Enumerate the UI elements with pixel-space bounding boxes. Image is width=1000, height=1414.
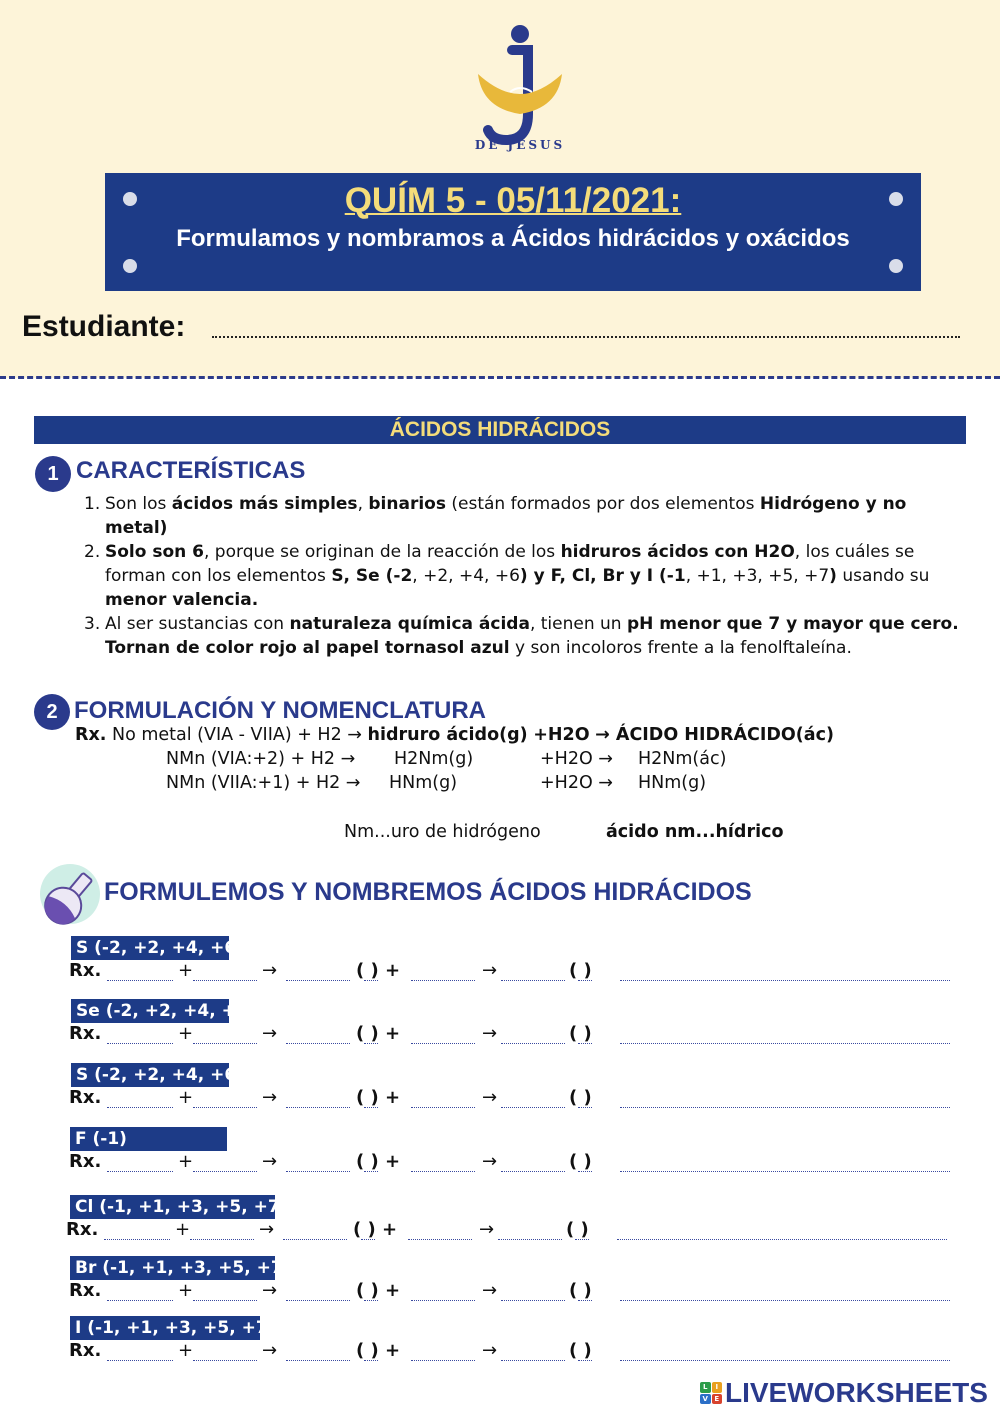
rx-label: Rx. (69, 960, 102, 981)
answer-field[interactable] (193, 1300, 257, 1301)
plus-sign: + (175, 1219, 191, 1240)
arrow-icon: → (259, 1219, 275, 1240)
answer-field[interactable] (107, 980, 173, 981)
answer-field[interactable] (578, 1171, 592, 1172)
reaction-line (389, 773, 457, 793)
list-text-bold: ) (829, 566, 837, 586)
name-answer-field[interactable] (620, 980, 950, 981)
list-text: Al ser sustancias con (105, 614, 290, 634)
logo-text: DE JESUS (474, 138, 566, 152)
answer-field[interactable] (286, 1300, 350, 1301)
list-text: , porque se originan de la reacción de los (204, 542, 561, 562)
answer-field[interactable] (408, 1239, 472, 1240)
list-text-bold: menor valencia. (105, 590, 259, 610)
answer-field[interactable] (190, 1239, 254, 1240)
liveworksheets-brand: LIVEWORKSHEETS (725, 1377, 988, 1408)
answer-field[interactable] (193, 1107, 257, 1108)
name-answer-field[interactable] (620, 1360, 950, 1361)
rx-label: Rx. (66, 1219, 99, 1240)
state: ( ) (569, 960, 592, 981)
rx-text: No metal (VIA - VIIA) + H2 → (112, 725, 362, 745)
section-number-badge: 1 (35, 456, 71, 492)
list-text: , +2, +4, +6 (412, 566, 520, 586)
flask-icon (30, 862, 100, 932)
arrow-icon: → (479, 1219, 495, 1240)
answer-field[interactable] (286, 980, 350, 981)
naming-acid: ácido nm...hídrico (606, 822, 784, 842)
list-text: , +1, +3, +5, +7 (685, 566, 830, 586)
answer-field[interactable] (286, 1043, 350, 1044)
list-item (84, 540, 974, 612)
reaction-part: HNm(g) (389, 773, 458, 793)
reaction-line (638, 773, 706, 793)
answer-field[interactable] (193, 980, 257, 981)
list-text: (están formados por dos elementos (445, 494, 760, 514)
state-plus: ( ) + (356, 1340, 401, 1361)
logo-letter: V (700, 1394, 711, 1405)
list-text-bold: hidruros ácidos con H2O (560, 542, 795, 562)
plus-sign: + (178, 960, 194, 981)
characteristics-list (84, 492, 974, 660)
reaction-part: NMn (VIIA:+1) + H2 → (166, 773, 361, 793)
name-answer-field[interactable] (617, 1239, 947, 1240)
reaction-part: H2Nm(ác) (638, 749, 727, 769)
reaction-line (394, 749, 473, 769)
arrow-icon: → (262, 960, 278, 981)
reaction-part: +H2O → (540, 773, 613, 793)
answer-field[interactable] (104, 1239, 170, 1240)
answer-field[interactable] (501, 1107, 565, 1108)
arrow-icon: → (482, 960, 498, 981)
list-text-bold: ) y F, Cl, Br y I (-1 (519, 566, 686, 586)
rx-text-bold: → ÁCIDO HIDRÁCIDO(ác) (595, 725, 834, 745)
element-tag: F (-1) (70, 1127, 227, 1151)
title-banner (105, 173, 921, 291)
answer-field[interactable] (578, 1043, 592, 1044)
reaction-line (166, 773, 360, 793)
state: ( ) (569, 1151, 592, 1172)
arrow-icon: → (482, 1340, 498, 1361)
list-number: 1. (84, 494, 101, 514)
state-plus: ( ) + (356, 1087, 401, 1108)
list-text: , (357, 494, 369, 514)
list-text-bold: Hidrógeno y no metal) (105, 494, 907, 538)
answer-field[interactable] (193, 1360, 257, 1361)
answer-field[interactable] (364, 1360, 378, 1361)
list-number: 2. (84, 542, 101, 562)
answer-field[interactable] (107, 1171, 173, 1172)
answer-field[interactable] (578, 1360, 592, 1361)
answer-field[interactable] (107, 1107, 173, 1108)
plus-sign: + (178, 1340, 194, 1361)
answer-field[interactable] (411, 980, 475, 981)
rx-label: Rx. (69, 1280, 102, 1301)
answer-field[interactable] (193, 1043, 257, 1044)
rx-label: Rx. (69, 1023, 102, 1044)
rx-label: Rx. (75, 725, 107, 745)
element-tag: S (-2, +2, +4, +6) (71, 1063, 229, 1087)
rx-label: Rx. (69, 1340, 102, 1361)
rx-text-bold: +H2O (533, 725, 590, 745)
answer-field[interactable] (193, 1171, 257, 1172)
answer-field[interactable] (286, 1107, 350, 1108)
name-answer-field[interactable] (620, 1171, 950, 1172)
reaction-line (638, 749, 726, 769)
exercise-row (0, 1151, 1000, 1177)
list-item (84, 612, 974, 660)
arrow-icon: → (262, 1087, 278, 1108)
answer-field[interactable] (501, 1043, 565, 1044)
reaction-line (540, 773, 613, 793)
arrow-icon: → (262, 1151, 278, 1172)
name-answer-field[interactable] (620, 1043, 950, 1044)
element-tag: Br (-1, +1, +3, +5, +7) (70, 1256, 275, 1280)
answer-field[interactable] (361, 1239, 375, 1240)
answer-field[interactable] (286, 1171, 350, 1172)
answer-field[interactable] (283, 1239, 347, 1240)
reaction-part: HNm(g) (638, 773, 707, 793)
plus-sign: + (178, 1023, 194, 1044)
reaction-line (166, 749, 355, 769)
state: ( ) (569, 1023, 592, 1044)
list-item (84, 492, 974, 540)
answer-field[interactable] (411, 1300, 475, 1301)
state: ( ) (569, 1340, 592, 1361)
answer-field[interactable] (411, 1171, 475, 1172)
plus-sign: + (178, 1087, 194, 1108)
answer-field[interactable] (501, 1171, 565, 1172)
answer-field[interactable] (501, 980, 565, 981)
answer-field[interactable] (364, 1300, 378, 1301)
section-heading: FORMULACIÓN Y NOMENCLATURA (74, 697, 486, 724)
section-heading: CARACTERÍSTICAS (76, 457, 306, 484)
name-answer-field[interactable] (620, 1300, 950, 1301)
logo-letter: E (712, 1394, 723, 1405)
element-tag: I (-1, +1, +3, +5, +7) (70, 1316, 260, 1340)
list-text-bold: naturaleza química ácida (289, 614, 530, 634)
state: ( ) (566, 1219, 589, 1240)
exercise-row (0, 1023, 1000, 1049)
answer-field[interactable] (364, 980, 378, 981)
element-tag: Cl (-1, +1, +3, +5, +7) (70, 1195, 275, 1219)
page-title: QUÍM 5 - 05/11/2021: (344, 181, 682, 220)
list-number: 3. (84, 614, 101, 634)
answer-field[interactable] (575, 1239, 589, 1240)
arrow-icon: → (262, 1340, 278, 1361)
reaction-part: NMn (VIA:+2) + H2 → (166, 749, 356, 769)
banner-dot (889, 259, 903, 273)
arrow-icon: → (262, 1023, 278, 1044)
section-bar: ÁCIDOS HIDRÁCIDOS (34, 416, 966, 444)
rx-label: Rx. (69, 1151, 102, 1172)
answer-field[interactable] (286, 1360, 350, 1361)
state: ( ) (569, 1087, 592, 1108)
liveworksheets-logo (700, 1378, 988, 1408)
list-text: Son los (105, 494, 172, 514)
answer-field[interactable] (364, 1107, 378, 1108)
state-plus: ( ) + (356, 1151, 401, 1172)
arrow-icon: → (262, 1280, 278, 1301)
state-plus: ( ) + (353, 1219, 398, 1240)
answer-field[interactable] (578, 980, 592, 981)
list-text-bold: Solo son 6 (105, 542, 204, 562)
exercise-row (0, 1219, 1000, 1245)
logo-letter: L (700, 1382, 711, 1393)
list-text: , tienen un (529, 614, 627, 634)
reaction-line (540, 749, 613, 769)
exercise-row (0, 1340, 1000, 1366)
logo-letter: I (712, 1382, 723, 1393)
reaction-part: H2Nm(g) (394, 749, 474, 769)
state-plus: ( ) + (356, 960, 401, 981)
exercise-row (0, 1087, 1000, 1113)
list-text-bold: pH menor que 7 y mayor que cero. Tornan de color rojo al papel tornasol azul (105, 614, 959, 658)
list-text-bold: S, Se (-2 (331, 566, 413, 586)
exercise-row (0, 1280, 1000, 1306)
answer-field[interactable] (498, 1239, 562, 1240)
page-subtitle: Formulamos y nombramos a Ácidos hidrácidos y oxácidos (176, 225, 850, 252)
exercise-row (0, 960, 1000, 986)
section-number-badge: 2 (34, 694, 70, 730)
element-tag: S (-2, +2, +4, +6) (71, 936, 229, 960)
answer-field[interactable] (578, 1107, 592, 1108)
answer-field[interactable] (107, 1043, 173, 1044)
element-tag: Se (-2, +2, +4, +6 (71, 999, 229, 1023)
list-text-bold: binarios (368, 494, 446, 514)
answer-field[interactable] (411, 1043, 475, 1044)
state-plus: ( ) + (356, 1023, 401, 1044)
liveworksheets-icon (700, 1382, 722, 1404)
banner-dot (123, 259, 137, 273)
state: ( ) (569, 1280, 592, 1301)
state-plus: ( ) + (356, 1280, 401, 1301)
name-answer-field[interactable] (620, 1107, 950, 1108)
answer-field[interactable] (411, 1107, 475, 1108)
list-text-bold: ácidos más simples (171, 494, 358, 514)
naming-hydride: Nm...uro de hidrógeno (344, 822, 541, 842)
answer-field[interactable] (578, 1300, 592, 1301)
answer-field[interactable] (501, 1300, 565, 1301)
plus-sign: + (178, 1151, 194, 1172)
exercise-title: FORMULEMOS Y NOMBREMOS ÁCIDOS HIDRÁCIDOS (104, 878, 752, 906)
list-text: y son incoloros frente a la fenolftaleína. (509, 638, 852, 658)
answer-field[interactable] (107, 1360, 173, 1361)
header-divider (0, 376, 1000, 379)
student-label: Estudiante: (22, 310, 186, 343)
answer-field[interactable] (107, 1300, 173, 1301)
arrow-icon: → (482, 1280, 498, 1301)
arrow-icon: → (482, 1087, 498, 1108)
list-text: usando su (836, 566, 930, 586)
reaction-part: +H2O → (540, 749, 613, 769)
arrow-icon: → (482, 1023, 498, 1044)
answer-field[interactable] (501, 1360, 565, 1361)
rx-label: Rx. (69, 1087, 102, 1108)
answer-field[interactable] (411, 1360, 475, 1361)
rx-text-bold: hidruro ácido(g) (367, 725, 528, 745)
answer-field[interactable] (364, 1043, 378, 1044)
general-reaction (75, 725, 834, 745)
list-text: , los cuáles se forman con los elementos (105, 542, 915, 586)
plus-sign: + (178, 1280, 194, 1301)
answer-field[interactable] (364, 1171, 378, 1172)
student-name-field[interactable] (212, 336, 960, 338)
arrow-icon: → (482, 1151, 498, 1172)
